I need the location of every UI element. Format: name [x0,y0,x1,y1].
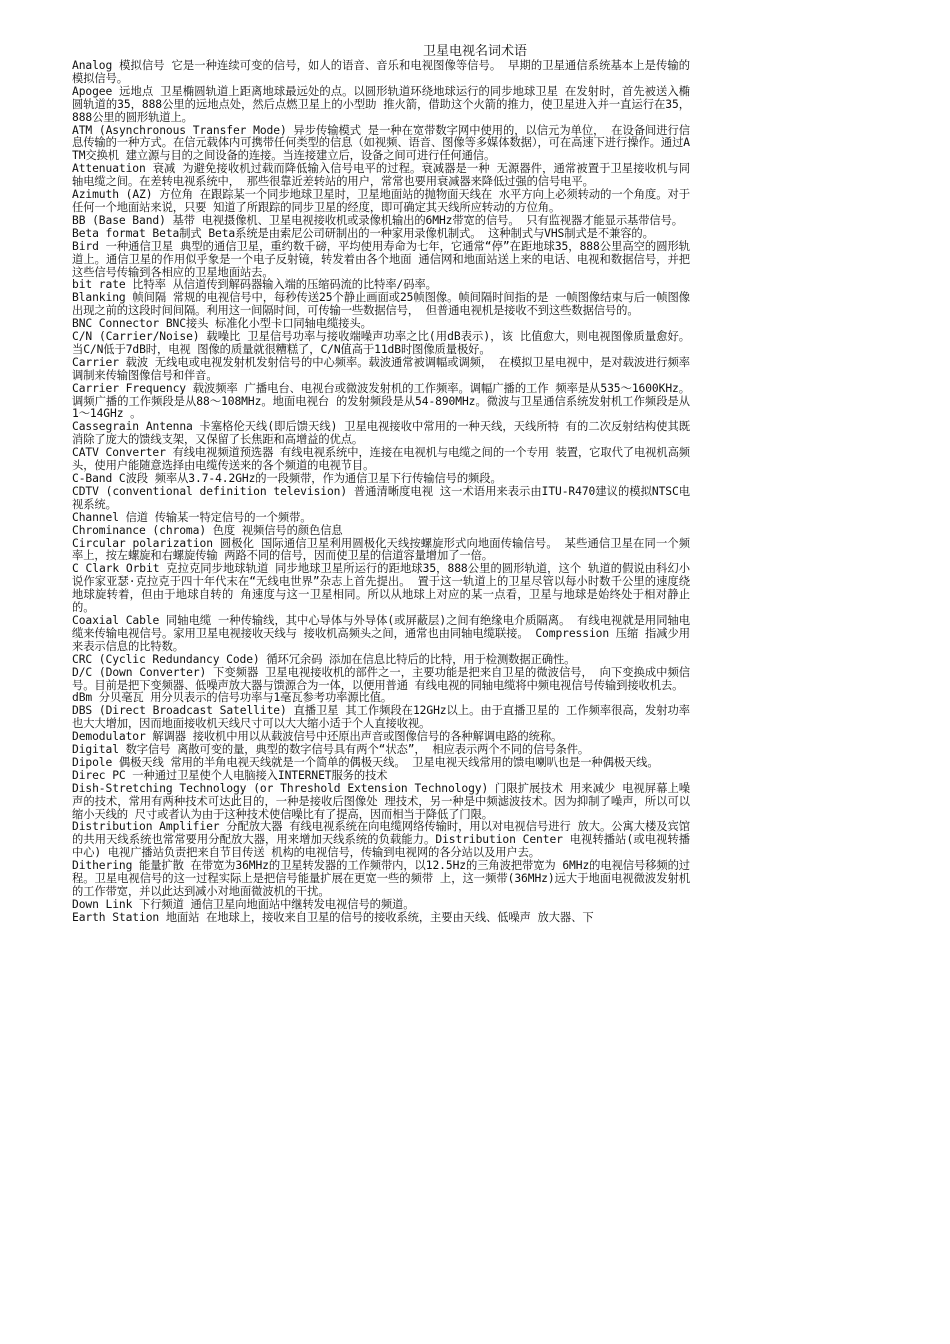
glossary-entry: C/N (Carrier/Noise) 载噪比 卫星信号功率与接收端噪声功率之比(用dB表示)，该 比值愈大，则电视图像质量愈好。当C/N低于7dB时，电视 图像的质量就很糟糕了，C/N值高于11dB时图像质量极好。 [72,330,690,356]
glossary-entry: Earth Station 地面站 在地球上，接收来自卫星的信号的接收系统，主要由天线、低噪声 放大器、下 [72,910,594,924]
document-title: 卫星电视名词术语 [422,44,527,59]
glossary-entry: BB (Base Band) 基带 电视摄像机、卫星电视接收机或录像机输出的6MHz带宽的信号。 只有监视器才能显示基带信号。 [72,213,684,227]
glossary-entry: Dithering 能量扩散 在带宽为36MHz的卫星转发器的工作频带内，以12.5Hz的三角波把带宽为 6MHz的电视信号移频的过程。卫星电视信号的这一过程实际上是把信号能量扩展在更宽一些的频带 上，这一频带(36MHz)远大于地面电视微波发射机的工作带宽，并以此达到减小对地面微波机的干扰。 [72,859,690,898]
glossary-entry: D/C (Down Converter) 下变频器 卫星电视接收机的部件之一，主要功能是把来自卫星的微波信号， 向下变换成中频信号。目前是把下变频器、低噪声放大器与馈源合为一体，以便用普通 有线电视的同轴电缆将中频电视信号传输到接收机去。 [72,665,690,692]
glossary-entry: CATV Converter 有线电视频道预选器 有线电视系统中，连接在电视机与电缆之间的一个专用 装置，它取代了电视机高频头，使用户能随意选择由电缆传送来的各个频道的电视节目。 [72,446,690,473]
glossary-entry: Cassegrain Antenna 卡塞格伦天线(即后馈天线) 卫星电视接收中常用的一种天线，天线所特 有的二次反射结构使其既消除了庞大的馈线支架，又保留了长焦距和高增益的优点。 [72,420,690,447]
glossary-entry: C Clark Orbit 克拉克同步地球轨道 同步地球卫星所运行的距地球35，888公里的圆形轨道，这个 轨道的假说由科幻小说作家亚瑟·克拉克于四十年代末在“无线电世界”杂志上首先提出。 置于这一轨道上的卫星尽管以每小时数千公里的速度绕地球旋转着，但由于地球自转的 角速度与这一卫星相同。所以从地球上对应的某一点看，卫星与地球是始终处于相对静止的。 [72,562,690,615]
glossary-entry: ATM (Asynchronous Transfer Mode) 异步传输模式 是一种在宽带数字网中使用的，以信元为单位， 在设备间进行信息传输的一种方式。在信元载体内可携带任何类型的信息（如视频、语音、图像等多媒体数据），可在高速下进行操作。通过ATM交换机 建立源与目的之间设备的连接。当连接建立后，设备之间可进行任何通信。 [72,123,690,163]
glossary-entry: Bird 一种通信卫星 典型的通信卫星，重约数千磅，平均使用寿命为七年，它通常“停”在距地球35，888公里高空的圆形轨道上。通信卫星的作用似乎象是一个电子反射镜，转发着由各个地面 通信网和地面站送上来的电话、电视和数据信号，并把这些信号传输到各相应的卫星地面站去。 [72,239,690,279]
glossary-entry: CRC (Cyclic Redundancy Code) 循环冗余码 添加在信息比特后的比特，用于检测数据正确性。 [72,652,576,666]
document-body [72,60,690,925]
glossary-entry: Demodulator 解调器 接收机中用以从载波信号中还原出声音或图像信号的各种解调电路的统称。 [72,730,563,744]
glossary-entry: Circular polarization 圆极化 国际通信卫星利用圆极化天线按螺旋形式向地面传输信号。 某些通信卫星在同一个频率上，按左螺旋和右螺旋传输 两路不同的信号，因而使卫星的信道容量增加了一倍。 [72,536,690,563]
glossary-entry: Chrominance (chroma) 色度 视频信号的颜色信息 [72,523,343,537]
glossary-entry: Distribution Amplifier 分配放大器 有线电视系统在向电缆网络传输时，用以对电视信号进行 放大。公寓大楼及宾馆的共用天线系统也常常要用分配放大器，用来增加天线系统的负载能力。Distribution Center 电视转播站(或电视转播中心) 电视广播站负责把来自节目传送 机构的电视信号，传输到电视网的各分站以及用户去。 [72,820,690,860]
glossary-entry: Attenuation 衰减 为避免接收机过载而降低输入信号电平的过程。衰减器是一种 无源器件，通常被置于卫星接收机与同轴电缆之间。在差转电视系统中， 那些很靠近差转站的用户，常常也要用衰减器来降低过强的信号电平。 [72,162,690,189]
glossary-entry: Direc PC 一种通过卫星使个人电脑接入INTERNET服务的技术 [72,768,388,782]
glossary-entry: dBm 分贝毫瓦 用分贝表示的信号功率与1毫瓦参考功率源比值。 [72,691,393,705]
glossary-entry: Dish-Stretching Technology (or Threshold Extension Technology) 门限扩展技术 用来减少 电视屏幕上噪声的技术，常用有两种技术可达此目的，一种是接收后图像处 理技术，另一种是中频滤波技术。因为抑制了噪声，所以可以缩小天线的 尺寸或者认为由于这种技术使信噪比有了提高，因而相当于降低了门限。 [72,781,690,821]
glossary-entry: Carrier Frequency 载波频率 广播电台、电视台或微波发射机的工作频率。调幅广播的工作 频率是从535～1600KHz。调频广播的工作频段是从88～108MHz。地面电视台 的发射频段是从54-890MHz。微波与卫星通信系统发射机工作频段是从1～14GHz 。 [72,381,690,421]
glossary-entry: Analog 模拟信号 它是一种连续可变的信号，如人的语音、音乐和电视图像等信号。 早期的卫星通信系统基本上是传输的模拟信号。 [72,59,690,85]
glossary-entry: Dipole 偶极天线 常用的半角电视天线就是一个简单的偶极天线。 卫星电视天线常用的馈电喇叭也是一种偶极天线。 [72,755,659,769]
glossary-entry: BNC Connector BNC接头 标准化小型卡口同轴电缆接头。 [72,317,372,331]
glossary-entry: Carrier 载波 无线电或电视发射机发射信号的中心频率。载波通常被调幅或调频， 在模拟卫星电视中，是对载波进行频率调制来传输图像信号和伴音。 [72,355,690,382]
glossary-entry: Channel 信道 传输某一特定信号的一个频带。 [72,510,312,524]
glossary-entry: Coaxial Cable 同轴电缆 一种传输线，其中心导体与外导体(或屏蔽层)之间有绝缘电介质隔离。 有线电视就是用同轴电缆来传输电视信号。家用卫星电视接收天线与 接收机高频头之间，通常也由同轴电缆联接。 Compression 压缩 指减少用来表示信息的比特数。 [72,613,690,653]
glossary-entry: Apogee 远地点 卫星椭圆轨道上距离地球最远处的点。以圆形轨道环绕地球运行的同步地球卫星 在发射时，首先被送入椭圆轨道的35，888公里的远地点处，然后点燃卫星上的小型助 推火箭，借助这个火箭的推力，使卫星进入并一直运行在35，888公里的圆形轨道上。 [72,84,690,124]
glossary-entry: bit rate 比特率 从信道传到解码器输入端的压缩码流的比特率/码率。 [72,278,437,292]
glossary-entry: DBS (Direct Broadcast Satellite) 直播卫星 其工作频段在12GHz以上。由于直播卫星的 工作频率很高，发射功率也大大增加，因而地面接收机天线尺寸可以大大缩小适于个人直接收视。 [72,704,690,731]
glossary-entry: Beta format Beta制式 Beta系统是由索尼公司研制出的一种家用录像机制式。 这种制式与VHS制式是不兼容的。 [72,226,654,240]
glossary-entry: CDTV (conventional definition television) 普通清晰度电视 这一术语用来表示由ITU-R470建议的模拟NTSC电视系统。 [72,484,690,511]
glossary-entry: Blanking 帧间隔 常规的电视信号中，每秒传送25个静止画面或25帧图像。帧间隔时间指的是 一帧图像结束与后一帧图像出现之前的这段时间间隔。利用这一间隔时间，可传输一些数据信号， 但普通电视机是接收不到这些数据信号的。 [72,291,690,318]
glossary-entry: Azimuth (AZ) 方位角 在跟踪某一个同步地球卫星时，卫星地面站的抛物面天线在 水平方向上必须转动的一个角度。对于任何一个地面站来说，只要 知道了所跟踪的同步卫星的经度，即可确定其天线所应转动的方位角。 [72,188,690,214]
glossary-entry: Digital 数字信号 离散可变的量，典型的数字信号具有两个“状态”， 相应表示两个不同的信号条件。 [72,743,590,757]
glossary-entry: C-Band C波段 频率从3.7-4.2GHz的一段频带，作为通信卫星下行传输信号的频段。 [72,472,502,485]
glossary-entry: Down Link 下行频道 通信卫星向地面站中继转发电视信号的频道。 [72,897,415,911]
